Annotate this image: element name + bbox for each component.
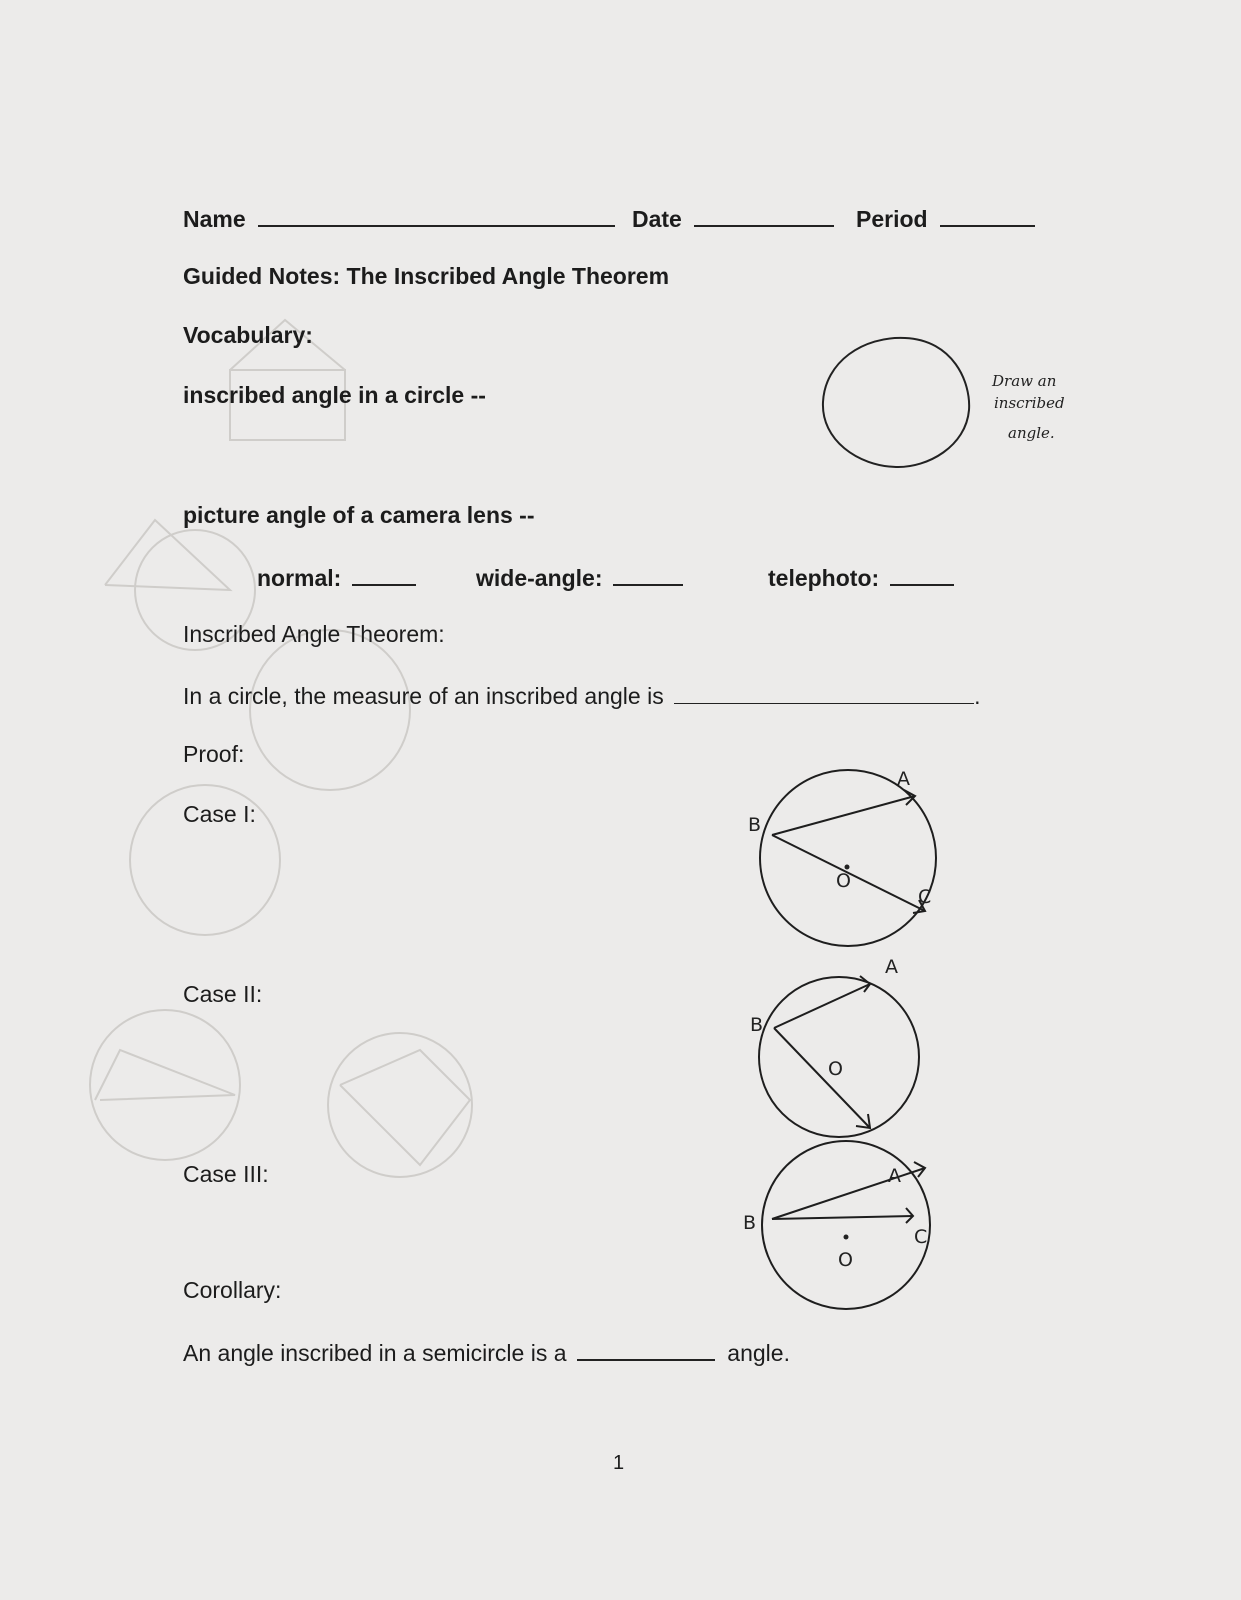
theorem-statement: In a circle, the measure of an inscribed angle is <box>183 683 664 709</box>
case-3-label: Case III: <box>183 1161 269 1187</box>
case-2-point-b: B <box>750 1014 764 1036</box>
draw-note-line-3: angle. <box>1008 424 1055 442</box>
corollary-heading: Corollary: <box>183 1277 282 1303</box>
wide-angle-blank[interactable] <box>613 562 683 586</box>
wide-angle-label: wide-angle: <box>476 565 603 591</box>
vocabulary-heading: Vocabulary: <box>183 322 313 348</box>
case-3-point-c: C <box>914 1226 928 1248</box>
normal-blank[interactable] <box>352 562 416 586</box>
case-3-point-b: B <box>743 1212 757 1234</box>
name-label: Name <box>183 206 246 232</box>
normal-label: normal: <box>257 565 342 591</box>
period-blank[interactable] <box>940 203 1035 227</box>
corollary-blank[interactable] <box>577 1337 715 1361</box>
corollary-statement: An angle inscribed in a semicircle is a <box>183 1340 567 1366</box>
date-blank[interactable] <box>694 203 834 227</box>
page-title: Guided Notes: The Inscribed Angle Theorem <box>183 263 670 289</box>
case-3-point-o: O <box>838 1249 853 1271</box>
case-2-figure <box>752 966 912 1136</box>
telephoto-label: telephoto: <box>768 565 880 591</box>
theorem-period: . <box>974 683 981 709</box>
theorem-heading: Inscribed Angle Theorem: <box>183 621 445 647</box>
case-1-point-a: A <box>897 768 910 790</box>
draw-note-line-1: Draw an <box>992 372 1057 390</box>
term-picture-angle: picture angle of a camera lens -- <box>183 502 535 528</box>
case-2-label: Case II: <box>183 981 263 1007</box>
name-blank[interactable] <box>258 203 615 227</box>
case-3-point-a: A <box>888 1165 901 1187</box>
corollary-suffix: angle. <box>727 1340 790 1366</box>
case-1-point-o: O <box>836 870 851 892</box>
page-number: 1 <box>613 1452 625 1474</box>
case-2-point-a: A <box>885 956 898 978</box>
term-inscribed-angle: inscribed angle in a circle -- <box>183 382 486 408</box>
draw-note-line-2: inscribed <box>994 394 1065 412</box>
case-1-label: Case I: <box>183 801 256 827</box>
case-1-point-c: C <box>918 886 932 908</box>
telephoto-blank[interactable] <box>890 562 954 586</box>
date-label: Date <box>632 206 682 232</box>
period-label: Period <box>856 206 928 232</box>
theorem-blank[interactable] <box>674 681 974 704</box>
case-1-point-b: B <box>748 814 762 836</box>
proof-heading: Proof: <box>183 741 245 767</box>
inscribed-angle-circle-figure <box>818 332 978 472</box>
case-3-figure <box>758 1135 948 1315</box>
case-1-figure <box>750 765 950 935</box>
case-2-point-o: O <box>828 1058 843 1080</box>
